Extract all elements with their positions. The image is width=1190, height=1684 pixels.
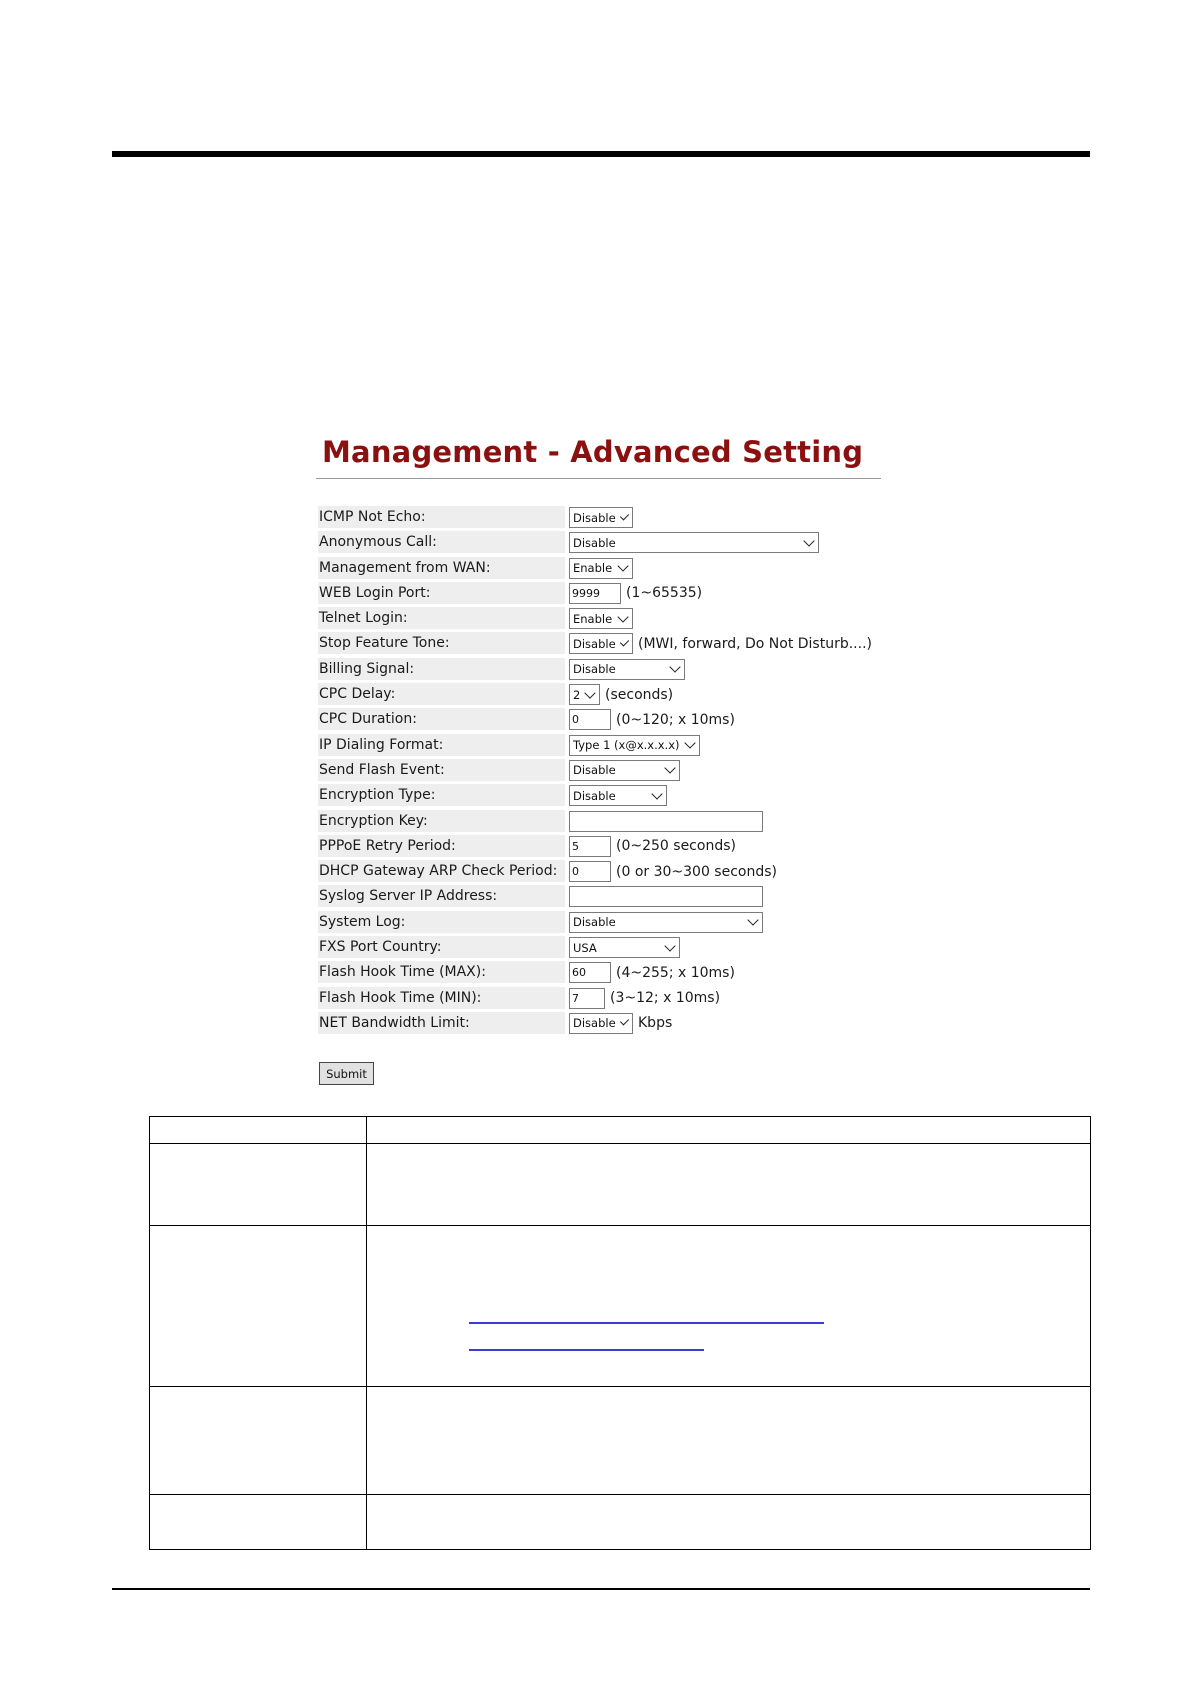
label-net-bandwidth-limit: NET Bandwidth Limit: (318, 1012, 565, 1034)
label-fxs-port-country: FXS Port Country: (318, 936, 565, 958)
chevron-down-icon (585, 687, 596, 698)
table-cell (150, 1117, 367, 1144)
flash-hook-time-min-hint: (3~12; x 10ms) (610, 990, 721, 1007)
table-cell (367, 1226, 1091, 1387)
table-row (150, 1144, 1091, 1226)
table-row (150, 1226, 1091, 1387)
label-management-from-wan: Management from WAN: (318, 557, 565, 579)
label-send-flash-event: Send Flash Event: (318, 759, 565, 781)
web-login-port-input[interactable]: 9999 (569, 583, 621, 604)
table-cell (150, 1226, 367, 1387)
table-cell (150, 1495, 367, 1550)
chevron-down-icon (664, 940, 675, 951)
screenshot-header (316, 428, 886, 479)
encryption-type-select[interactable]: Disable (569, 785, 667, 806)
label-system-log: System Log: (318, 911, 565, 933)
chevron-down-icon (684, 738, 695, 749)
table-cell (367, 1387, 1091, 1495)
flash-hook-time-max-hint: (4~255; x 10ms) (616, 964, 735, 981)
cpc-delay-hint: (seconds) (605, 686, 674, 703)
chevron-down-icon (620, 1017, 629, 1026)
system-log-select[interactable]: Disable (569, 912, 763, 933)
label-flash-hook-time-min: Flash Hook Time (MIN): (318, 987, 565, 1009)
label-encryption-type: Encryption Type: (318, 784, 565, 806)
syslog-server-ip-address-input[interactable] (569, 886, 763, 907)
label-flash-hook-time-max: Flash Hook Time (MAX): (318, 961, 565, 983)
label-encryption-key: Encryption Key: (318, 810, 565, 832)
table-cell (150, 1144, 367, 1226)
top-rule (112, 151, 1090, 157)
billing-signal-select[interactable]: Disable (569, 659, 685, 680)
table-row (150, 1117, 1091, 1144)
label-cpc-delay: CPC Delay: (318, 683, 565, 705)
cpc-duration-hint: (0~120; x 10ms) (616, 711, 735, 728)
hyperlink-underline[interactable] (469, 1322, 824, 1324)
description-table (149, 1116, 1091, 1550)
pppoe-retry-period-hint: (0~250 seconds) (616, 838, 736, 855)
table-row (150, 1387, 1091, 1495)
chevron-down-icon (664, 763, 675, 774)
dhcp-gateway-arp-check-period-input[interactable]: 0 (569, 861, 611, 882)
cpc-delay-select[interactable]: 2 (569, 684, 600, 705)
label-telnet-login: Telnet Login: (318, 607, 565, 629)
bottom-rule (112, 1588, 1090, 1590)
title-divider (316, 478, 881, 479)
label-billing-signal: Billing Signal: (318, 658, 565, 680)
label-stop-feature-tone: Stop Feature Tone: (318, 632, 565, 654)
telnet-login-select[interactable]: Enable (569, 608, 633, 629)
table-cell (367, 1144, 1091, 1226)
label-syslog-server-ip-address: Syslog Server IP Address: (318, 885, 565, 907)
table-row (150, 1495, 1091, 1550)
label-pppoe-retry-period: PPPoE Retry Period: (318, 835, 565, 857)
encryption-key-input[interactable] (569, 811, 763, 832)
pppoe-retry-period-input[interactable]: 5 (569, 836, 611, 857)
chevron-down-icon (617, 560, 628, 571)
page-title: Management - Advanced Setting (322, 435, 864, 469)
table-cell (367, 1117, 1091, 1144)
chevron-down-icon (803, 535, 814, 546)
table-cell (367, 1495, 1091, 1550)
flash-hook-time-min-input[interactable]: 7 (569, 988, 605, 1009)
stop-feature-tone-hint: (MWI, forward, Do Not Disturb....) (638, 635, 872, 652)
send-flash-event-select[interactable]: Disable (569, 760, 680, 781)
icmp-not-echo-select[interactable]: Disable (569, 507, 633, 528)
net-bandwidth-limit-hint: Kbps (638, 1015, 673, 1032)
label-web-login-port: WEB Login Port: (318, 582, 565, 604)
submit-button[interactable]: Submit (319, 1062, 374, 1085)
anonymous-call-select[interactable]: Disable (569, 532, 819, 553)
chevron-down-icon (617, 611, 628, 622)
hyperlink-underline[interactable] (469, 1349, 704, 1351)
chevron-down-icon (669, 662, 680, 673)
label-anonymous-call: Anonymous Call: (318, 531, 565, 553)
chevron-down-icon (747, 915, 758, 926)
management-from-wan-select[interactable]: Enable (569, 558, 633, 579)
ip-dialing-format-select[interactable]: Type 1 (x@x.x.x.x) (569, 735, 700, 756)
table-cell (150, 1387, 367, 1495)
label-cpc-duration: CPC Duration: (318, 708, 565, 730)
web-login-port-hint: (1~65535) (626, 585, 703, 602)
net-bandwidth-limit-select[interactable]: Disable (569, 1013, 633, 1034)
cpc-duration-input[interactable]: 0 (569, 709, 611, 730)
chevron-down-icon (620, 511, 629, 520)
flash-hook-time-max-input[interactable]: 60 (569, 962, 611, 983)
chevron-down-icon (651, 788, 662, 799)
label-ip-dialing-format: IP Dialing Format: (318, 734, 565, 756)
chevron-down-icon (620, 637, 629, 646)
label-dhcp-gateway-arp-check-period: DHCP Gateway ARP Check Period: (318, 860, 565, 882)
stop-feature-tone-select[interactable]: Disable (569, 633, 633, 654)
dhcp-gateway-arp-check-period-hint: (0 or 30~300 seconds) (616, 863, 777, 880)
fxs-port-country-select[interactable]: USA (569, 937, 680, 958)
label-icmp-not-echo: ICMP Not Echo: (318, 506, 565, 528)
